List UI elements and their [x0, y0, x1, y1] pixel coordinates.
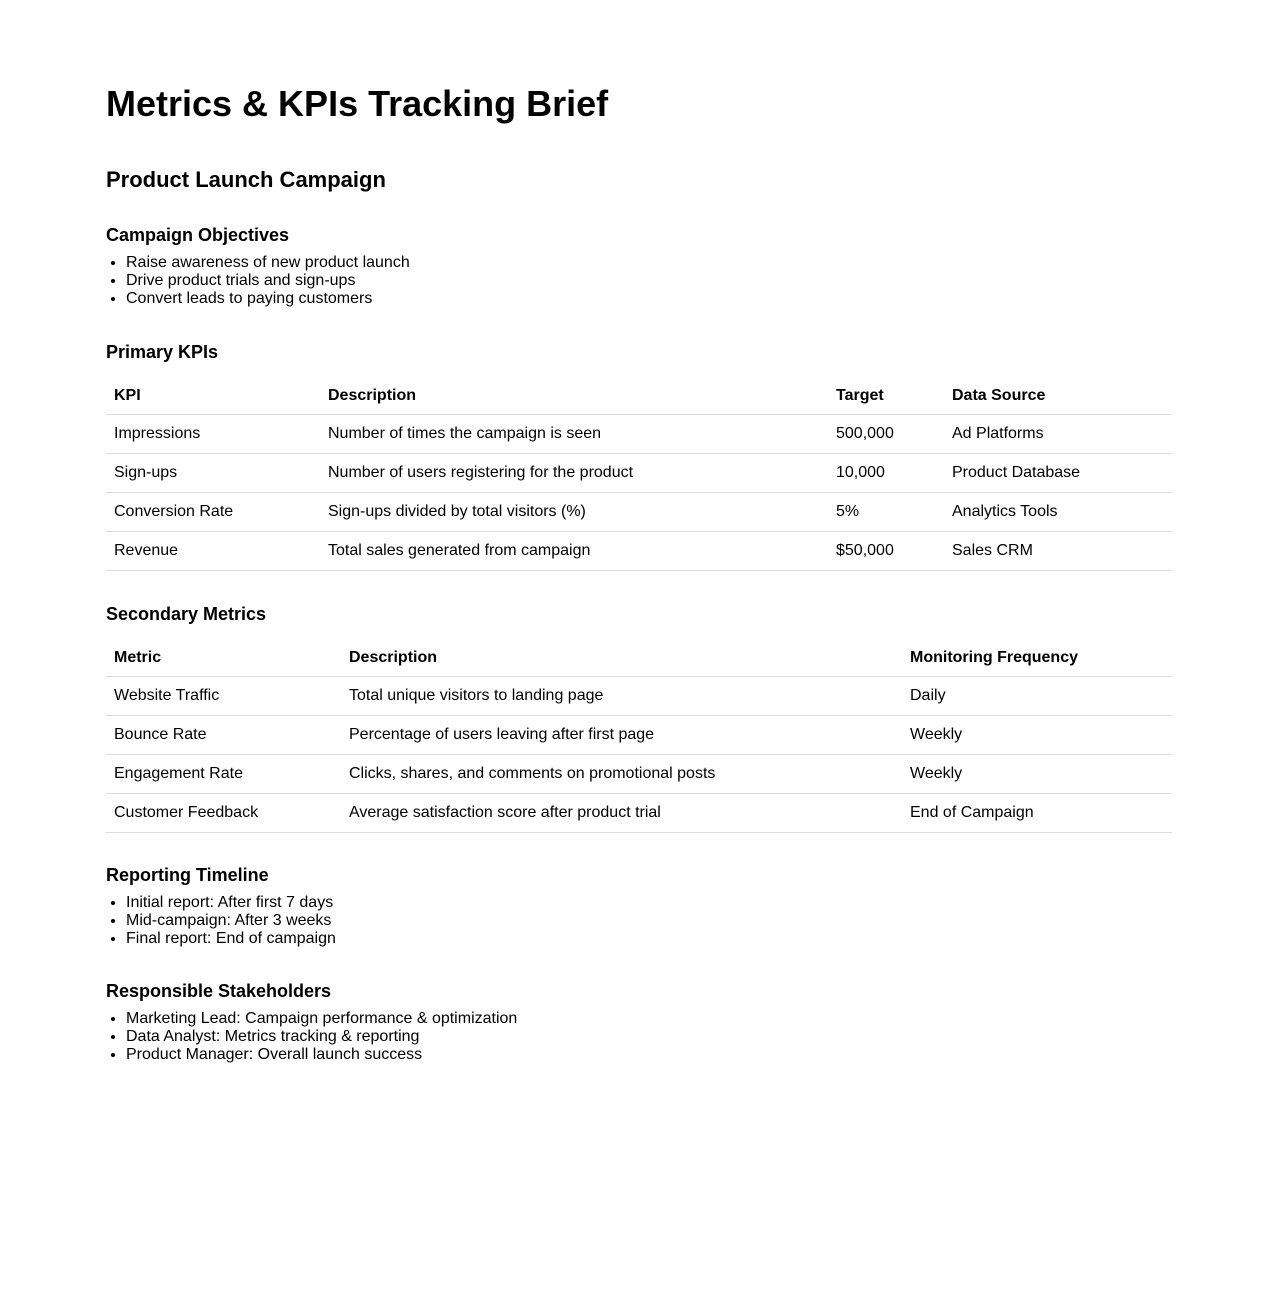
table-row — [106, 532, 1172, 571]
table-cell: Sign-ups divided by total visitors (%) — [320, 493, 828, 532]
column-header: Target — [828, 378, 944, 415]
table-row — [106, 454, 1172, 493]
stakeholders-heading: Responsible Stakeholders — [106, 981, 332, 1001]
table-cell: Daily — [902, 677, 1172, 716]
column-header: Description — [320, 378, 828, 415]
table-cell: Weekly — [902, 755, 1172, 794]
list-item: • Product Manager: Overall launch success — [126, 1046, 1172, 1064]
table-cell: Weekly — [902, 716, 1172, 755]
column-header: Description — [341, 640, 902, 677]
table-cell: Analytics Tools — [944, 493, 1172, 532]
column-header: Data Source — [944, 378, 1172, 415]
list-item: • Final report: End of campaign — [126, 930, 1172, 948]
table-cell: Clicks, shares, and comments on promotional posts — [341, 755, 902, 794]
table-cell: Conversion Rate — [106, 493, 320, 532]
table-row — [106, 794, 1172, 833]
list-item: • Drive product trials and sign-ups — [126, 272, 1172, 290]
table-cell: Number of users registering for the product — [320, 454, 828, 493]
table-cell: Ad Platforms — [944, 415, 1172, 454]
table-cell: Average satisfaction score after product trial — [341, 794, 902, 833]
table-cell: Impressions — [106, 415, 320, 454]
page-subtitle: Product Launch Campaign — [106, 167, 386, 192]
timeline-heading: Reporting Timeline — [106, 865, 269, 885]
stakeholders-section — [106, 980, 1172, 1064]
table-cell: Engagement Rate — [106, 755, 341, 794]
table-cell: Bounce Rate — [106, 716, 341, 755]
table-cell: Revenue — [106, 532, 320, 571]
table-cell: 10,000 — [828, 454, 944, 493]
table-cell: Website Traffic — [106, 677, 341, 716]
table-cell: Total unique visitors to landing page — [341, 677, 902, 716]
table-cell: $50,000 — [828, 532, 944, 571]
list-item: • Marketing Lead: Campaign performance & optimization — [126, 1010, 1172, 1028]
column-header: KPI — [106, 378, 320, 415]
table-cell: Sales CRM — [944, 532, 1172, 571]
column-header: Monitoring Frequency — [902, 640, 1172, 677]
table-cell: Number of times the campaign is seen — [320, 415, 828, 454]
table-cell: 500,000 — [828, 415, 944, 454]
column-header: Metric — [106, 640, 341, 677]
table-row — [106, 755, 1172, 794]
list-item: • Data Analyst: Metrics tracking & reporting — [126, 1028, 1172, 1046]
objectives-list — [106, 254, 1172, 308]
table-cell: 5% — [828, 493, 944, 532]
objectives-heading: Campaign Objectives — [106, 225, 290, 245]
page-title: Metrics & KPIs Tracking Brief — [106, 83, 609, 124]
table-cell: Customer Feedback — [106, 794, 341, 833]
primary-kpis-table — [106, 378, 1172, 571]
table-cell: Percentage of users leaving after first page — [341, 716, 902, 755]
table-cell: Product Database — [944, 454, 1172, 493]
secondary-metrics-table — [106, 640, 1172, 833]
table-row — [106, 716, 1172, 755]
list-item: • Raise awareness of new product launch — [126, 254, 1172, 272]
secondary-metrics-heading: Secondary Metrics — [106, 604, 267, 624]
list-item: • Convert leads to paying customers — [126, 290, 1172, 308]
objectives-section — [106, 224, 1172, 308]
list-item: • Mid-campaign: After 3 weeks — [126, 912, 1172, 930]
stakeholders-list — [106, 1010, 1172, 1064]
table-row — [106, 677, 1172, 716]
table-header-row — [106, 640, 1172, 677]
table-cell: Sign-ups — [106, 454, 320, 493]
list-item: • Initial report: After first 7 days — [126, 894, 1172, 912]
table-header-row — [106, 378, 1172, 415]
timeline-section — [106, 864, 1172, 948]
secondary-metrics-section — [106, 603, 1172, 833]
timeline-list — [106, 894, 1172, 948]
table-row — [106, 493, 1172, 532]
table-cell: End of Campaign — [902, 794, 1172, 833]
primary-kpis-heading: Primary KPIs — [106, 342, 219, 362]
table-cell: Total sales generated from campaign — [320, 532, 828, 571]
primary-kpis-section — [106, 341, 1172, 571]
table-row — [106, 415, 1172, 454]
